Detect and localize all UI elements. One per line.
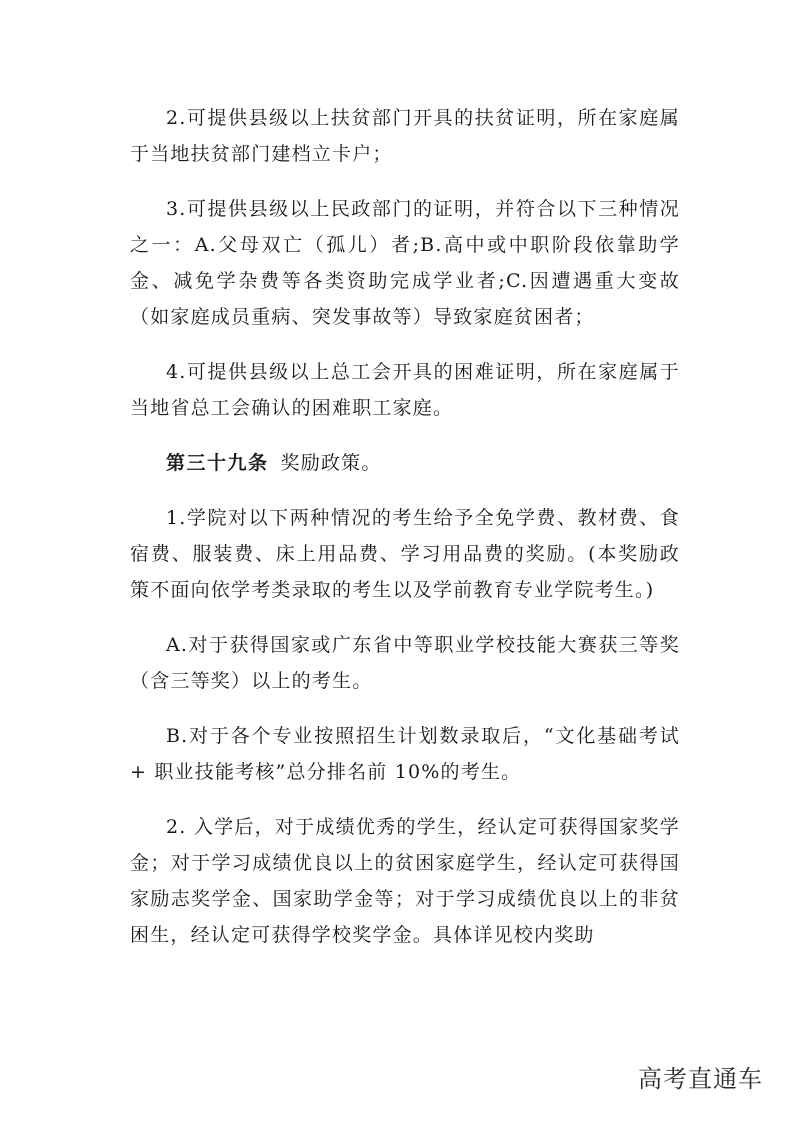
paragraph-reward-b: B.对于各个专业按照招生计划数录取后，“文化基础考试+ 职业技能考核”总分排名前 10%的考生。	[130, 725, 680, 783]
document-body	[130, 100, 680, 953]
paragraph-reward-policy-1: 1.学院对以下两种情况的考生给予全免学费、教材费、食宿费、服装费、床上用品费、学习用品费的奖励。(本奖励政策不面向依学考类录取的考生以及学前教育专业学院考生。)	[130, 507, 680, 601]
paragraph-poverty-certificate: 2.可提供县级以上扶贫部门开具的扶贫证明，所在家庭属于当地扶贫部门建档立卡户；	[130, 107, 680, 165]
paragraph-reward-a: A.对于获得国家或广东省中等职业学校技能大赛获三等奖（含三等奖）以上的考生。	[130, 634, 680, 692]
paragraph-civil-affairs-certificate: 3.可提供县级以上民政部门的证明，并符合以下三种情况之一：A.父母双亡（孤儿）者;B.高中或中职阶段依靠助学金、减免学杂费等各类资助完成学业者;C.因遭遇重大变故（如家庭成员重病、突发事故等）导致家庭贫困者；	[130, 198, 680, 328]
watermark-logo-text: 高考直通车	[638, 1065, 763, 1093]
article-number: 第三十九条	[166, 452, 269, 474]
paragraph-trade-union-certificate: 4.可提供县级以上总工会开具的困难证明，所在家庭属于当地省总工会确认的困难职工家庭。	[130, 361, 680, 419]
article-39-heading-line	[130, 445, 680, 481]
article-title: 奖励政策。	[280, 452, 382, 474]
paragraph-reward-policy-2: 2. 入学后，对于成绩优秀的学生，经认定可获得国家奖学金；对于学习成绩优良以上的贫困家庭学生，经认定可获得国家励志奖学金、国家助学金等；对于学习成绩优良以上的非贫困生，经认定可获得学校奖学金。具体详见校内奖助	[130, 816, 680, 946]
